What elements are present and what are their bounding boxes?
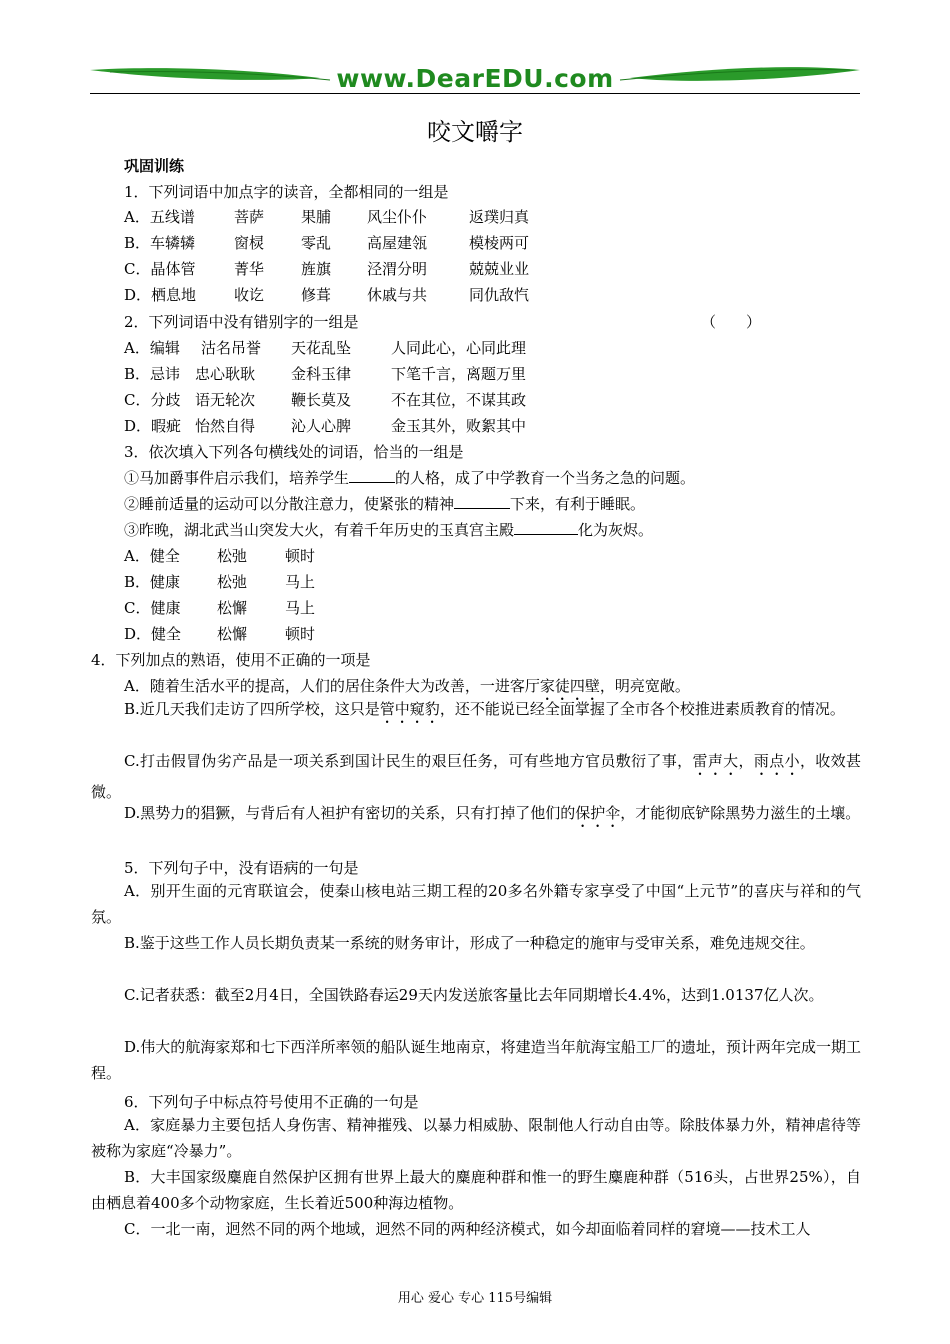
site-logo[interactable]: www.DearEDU.com xyxy=(336,64,614,93)
dotted-idiom: 管中窥豹 xyxy=(379,700,440,718)
q6-option-b: B．大丰国家级麋鹿自然保护区拥有世界上最大的麋鹿种群和惟一的野生麋鹿种群（516头，占世界25%），自由栖息着400多个动物家庭，生长着近500种海边植物。 xyxy=(91,1168,861,1212)
q4-option-b: B.近几天我们走访了四所学校，这只是管中窥豹，还不能说已经全面掌握了全市各个校推进素质教育的情况。 xyxy=(124,700,845,718)
q5-stem: 5．下列句子中，没有语病的一句是 xyxy=(124,859,359,877)
q6-option-a: A．家庭暴力主要包括人身伤害、精神摧残、以暴力相威胁、限制他人行动自由等。除肢体暴力外，精神虐待等被称为家庭“冷暴力”。 xyxy=(91,1116,861,1160)
dotted-idiom: 雨点小 xyxy=(753,752,800,770)
q1-option-c: C．晶体管 菁华 旌旗 泾渭分明 兢兢业业 xyxy=(124,260,530,278)
fill-blank xyxy=(349,468,395,483)
q5-option-a: A．别开生面的元宵联谊会，使秦山核电站三期工程的20多名外籍专家享受了中国“上元节”的喜庆与祥和的气氛。 xyxy=(91,882,861,926)
header-banner xyxy=(90,62,860,96)
q6-stem: 6．下列句子中标点符号使用不正确的一句是 xyxy=(124,1093,419,1111)
q4-stem: 4．下列加点的熟语，使用不正确的一项是 xyxy=(91,651,371,669)
page-footer: 用心 爱心 专心 115号编辑 xyxy=(397,1291,553,1306)
dotted-idiom: 雷声大 xyxy=(692,752,739,770)
q1-option-b: B．车辚辚 窗棂 零乱 高屋建瓴 模棱两可 xyxy=(124,234,530,252)
q5-option-b: B.鉴于这些工作人员长期负责某一系统的财务审计，形成了一种稳定的施审与受审关系，难免违规交往。 xyxy=(124,934,815,952)
q4-option-d: D.黑势力的猖獗，与背后有人袒护有密切的关系，只有打掉了他们的保护伞，才能彻底铲除黑势力滋生的土壤。 xyxy=(124,804,861,822)
answer-paren: （ ） xyxy=(701,313,762,331)
q3-sentence-3: ③昨晚，湖北武当山突发大火，有着千年历史的玉真宫主殿 化为灰烬。 xyxy=(124,521,654,539)
header-rule xyxy=(90,93,860,94)
q5-option-c: C.记者获悉：截至2月4日，全国铁路春运29天内发送旅客量比去年同期增长4.4%，达到1.0137亿人次。 xyxy=(124,986,824,1004)
q1-option-d: D．栖息地 收讫 修葺 休戚与共 同仇敌忾 xyxy=(124,286,530,304)
q4-option-a: A．随着生活水平的提高，人们的居住条件大为改善，一进客厅家徒四壁，明亮宽敞。 xyxy=(124,677,690,695)
page-title: 咬文嚼字 xyxy=(427,118,523,146)
dotted-idiom: 保护伞 xyxy=(575,804,621,822)
q3-stem: 3．依次填入下列各句横线处的词语，恰当的一组是 xyxy=(124,443,464,461)
q3-sentence-1: ①马加爵事件启示我们，培养学生 的人格，成了中学教育一个当务之急的问题。 xyxy=(124,469,696,487)
dotted-idiom: 家徒四壁 xyxy=(539,677,600,695)
q6-option-c: C．一北一南，迥然不同的两个地域，迥然不同的两种经济模式，如今却面临着同样的窘境——技术工人 xyxy=(124,1220,811,1238)
q3-sentence-2: ②睡前适量的运动可以分散注意力，使紧张的精神 下来，有利于睡眠。 xyxy=(124,495,646,513)
section-heading: 巩固训练 xyxy=(124,157,185,175)
q5-option-d: D.伟大的航海家郑和七下西洋所率领的船队诞生地南京，将建造当年航海宝船工厂的遗址，预计两年完成一期工程。 xyxy=(91,1038,861,1082)
q2-stem: 2．下列词语中没有错别字的一组是 （ ） xyxy=(124,313,762,331)
q4-option-c: C.打击假冒伪劣产品是一项关系到国计民生的艰巨任务，可有些地方官员敷衍了事，雷声大，雨点小，收效甚微。 xyxy=(91,752,861,801)
q1-stem: 1．下列词语中加点字的读音，全都相同的一组是 xyxy=(124,183,449,201)
fill-blank xyxy=(454,494,510,509)
fill-blank xyxy=(514,520,578,535)
q1-option-a: A．五线谱 菩萨 果脯 风尘仆仆 返璞归真 xyxy=(124,208,530,226)
